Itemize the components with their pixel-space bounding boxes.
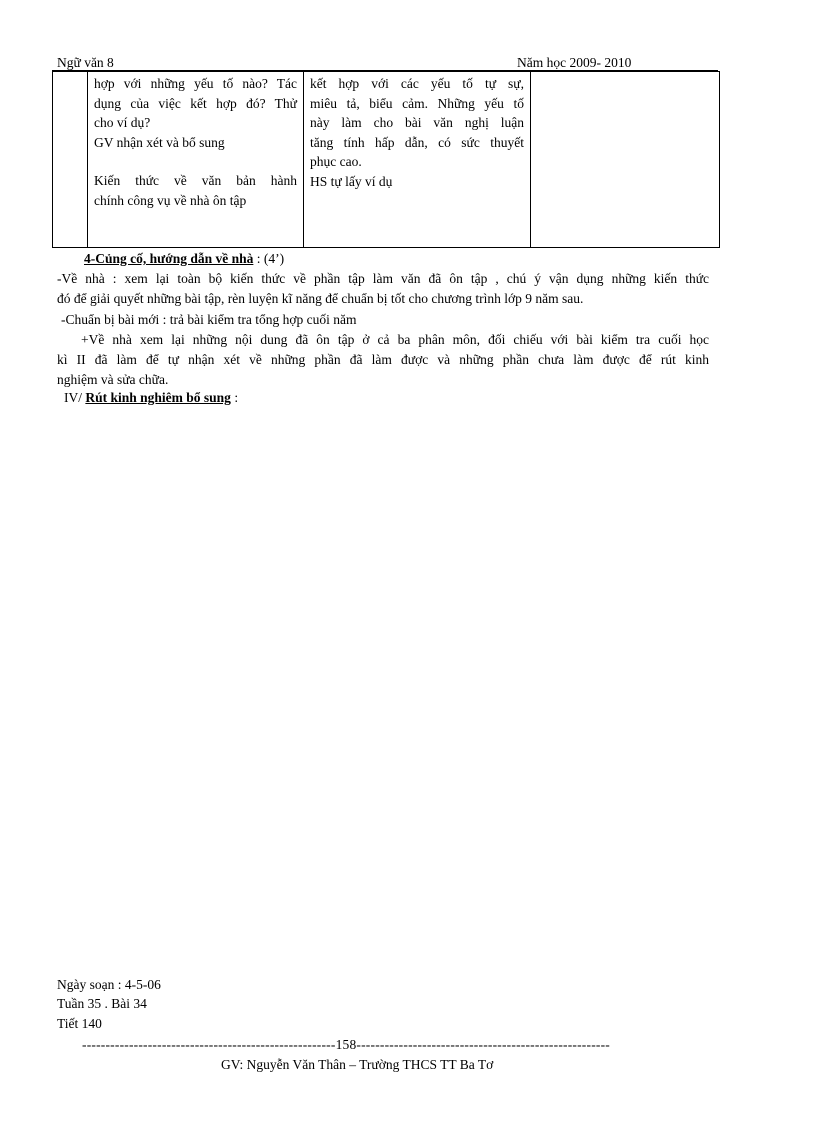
section-iv-heading: Rút kinh nghiêm bổ sung: [85, 390, 231, 405]
cell-line: kết hợp với các yếu tố tự sự,: [310, 76, 524, 91]
header-subject: Ngữ văn 8: [57, 55, 114, 70]
week-lesson: Tuần 35 . Bài 34: [57, 996, 147, 1011]
section-iv-colon: :: [230, 390, 239, 405]
paragraph-line: +Về nhà xem lại những nội dung đã ôn tập ở cả ba phân môn, đối chiếu với bài kiểm tra cuối học: [81, 332, 709, 347]
table-cell-empty: [53, 72, 88, 248]
cell-line: này làm cho bài văn nghị luận: [310, 115, 524, 130]
section4-heading-line: [84, 250, 284, 267]
section-iv-number: IV/: [64, 390, 86, 405]
cell-line: HS tự lấy ví dụ: [310, 173, 393, 189]
paragraph-line: đó để giải quyết những bài tập, rèn luyện kĩ năng để chuẩn bị tốt cho chương trình lớp 9 năm sau.: [57, 291, 584, 306]
table-cell-notes: [531, 72, 720, 248]
period-number: Tiết 140: [57, 1016, 102, 1031]
section-iv-line: [64, 389, 238, 406]
section4-heading: 4-Củng cố, hướng dẫn về nhà: [84, 251, 254, 266]
cell-line: chính công vụ về nhà ôn tập: [94, 192, 247, 208]
table-row: [53, 72, 720, 248]
section4-duration: : (4’): [253, 251, 285, 266]
cell-line: phục cao.: [310, 154, 362, 169]
cell-line: miêu tả, biểu cảm. Những yếu tố: [310, 95, 524, 111]
cell-line: Kiến thức về văn bản hành: [94, 173, 297, 188]
table-cell-teacher-activity: [88, 72, 304, 248]
footer-teacher: GV: Nguyễn Văn Thân – Trường THCS TT Ba Tơ: [221, 1057, 494, 1072]
table-cell-student-activity: [304, 72, 531, 248]
prep-date: Ngày soạn : 4-5-06: [57, 977, 161, 992]
cell-line: cho ví dụ?: [94, 115, 151, 130]
review-instructions: [57, 330, 709, 390]
cell-line: GV nhận xét và bổ sung: [94, 134, 225, 150]
prep-next-lesson: -Chuẩn bị bài mới : trả bài kiểm tra tổng hợp cuối năm: [61, 312, 357, 327]
paragraph-line: kì II đã làm để tự nhận xét về những phần đã làm được và những phần chưa làm được để rút kinh: [57, 352, 709, 367]
cell-line: tăng tính hấp dẫn, có sức thuyết: [310, 134, 524, 150]
header-school-year: Năm học 2009- 2010: [517, 55, 632, 70]
cell-line: dụng của việc kết hợp đó? Thử: [94, 95, 297, 111]
home-assignment: [57, 269, 709, 309]
cell-line: hợp với những yếu tố nào? Tác: [94, 76, 297, 91]
paragraph-line: -Về nhà : xem lại toàn bộ kiến thức về phần tập làm văn đã ôn tập , chú ý vận dụng những kiến thức: [57, 271, 709, 286]
paragraph-line: nghiệm và sửa chữa.: [57, 372, 169, 387]
page-number-rule: ------------------------------------------------------158------------------------------------------------------: [82, 1037, 610, 1052]
lesson-table: [52, 71, 720, 248]
